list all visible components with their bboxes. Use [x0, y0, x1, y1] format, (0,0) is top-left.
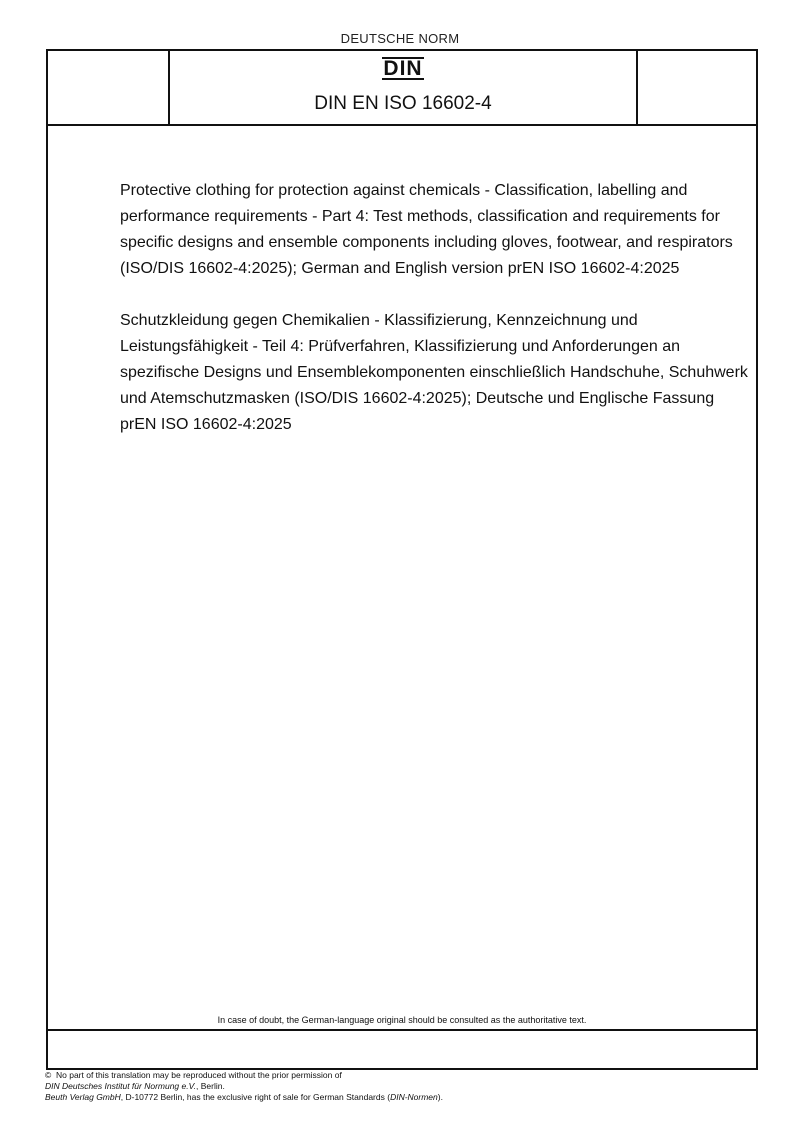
copyright-symbol: ©	[45, 1070, 52, 1080]
copyright-line-1-text: No part of this translation may be reproduced without the prior permission of	[56, 1070, 342, 1080]
din-institute-name: DIN Deutsches Institut für Normung e.V.	[45, 1081, 197, 1091]
english-title: Protective clothing for protection against chemicals - Classification, labelling and performance requirements - Part 4: Test methods, classification and requirements for specific designs and ensemble components including gloves, footwear, and respirators (ISO/DIS 16602-4:2025); German and English version prEN ISO 16602-4:2025	[120, 182, 733, 277]
document-titles	[120, 178, 750, 464]
copyright-line-3	[45, 1092, 745, 1103]
title-block-center-cell	[170, 51, 636, 124]
document-type-label: DEUTSCHE NORM	[340, 31, 460, 46]
footer-cell	[48, 1029, 756, 1068]
din-logo-text: DIN	[383, 57, 423, 80]
copyright-line-3-mid: , D-10772 Berlin, has the exclusive right of sale for German Standards (	[120, 1092, 391, 1102]
din-logo	[170, 57, 636, 80]
copyright-line-2-rest: , Berlin.	[196, 1081, 225, 1091]
title-block-left-cell	[48, 51, 170, 124]
document-number: DIN EN ISO 16602-4	[314, 93, 492, 114]
din-normen-text: DIN-Normen	[390, 1092, 438, 1102]
title-block	[48, 51, 756, 126]
german-title: Schutzkleidung gegen Chemikalien - Klassifizierung, Kennzeichnung und Leistungsfähigkeit - Teil 4: Prüfverfahren, Klassifizierung und Anforderungen an spezifische Designs und Ensemblekomponenten einschließlich Handschuhe, Schuhwerk und Atemschutzmasken (ISO/DIS 16602-4:2025); Deutsche und Englische Fassung prEN ISO 16602-4:2025	[120, 312, 748, 433]
copyright-line-2	[45, 1081, 745, 1092]
document-frame	[46, 49, 758, 1070]
beuth-verlag-name: Beuth Verlag GmbH	[45, 1092, 121, 1102]
copyright-line-3-end: ).	[437, 1092, 443, 1102]
authoritative-text-note: In case of doubt, the German-language original should be consulted as the authoritative text.	[217, 1015, 587, 1025]
copyright-line-1	[45, 1070, 745, 1081]
title-block-right-cell	[636, 51, 756, 124]
copyright-notice	[45, 1070, 745, 1103]
